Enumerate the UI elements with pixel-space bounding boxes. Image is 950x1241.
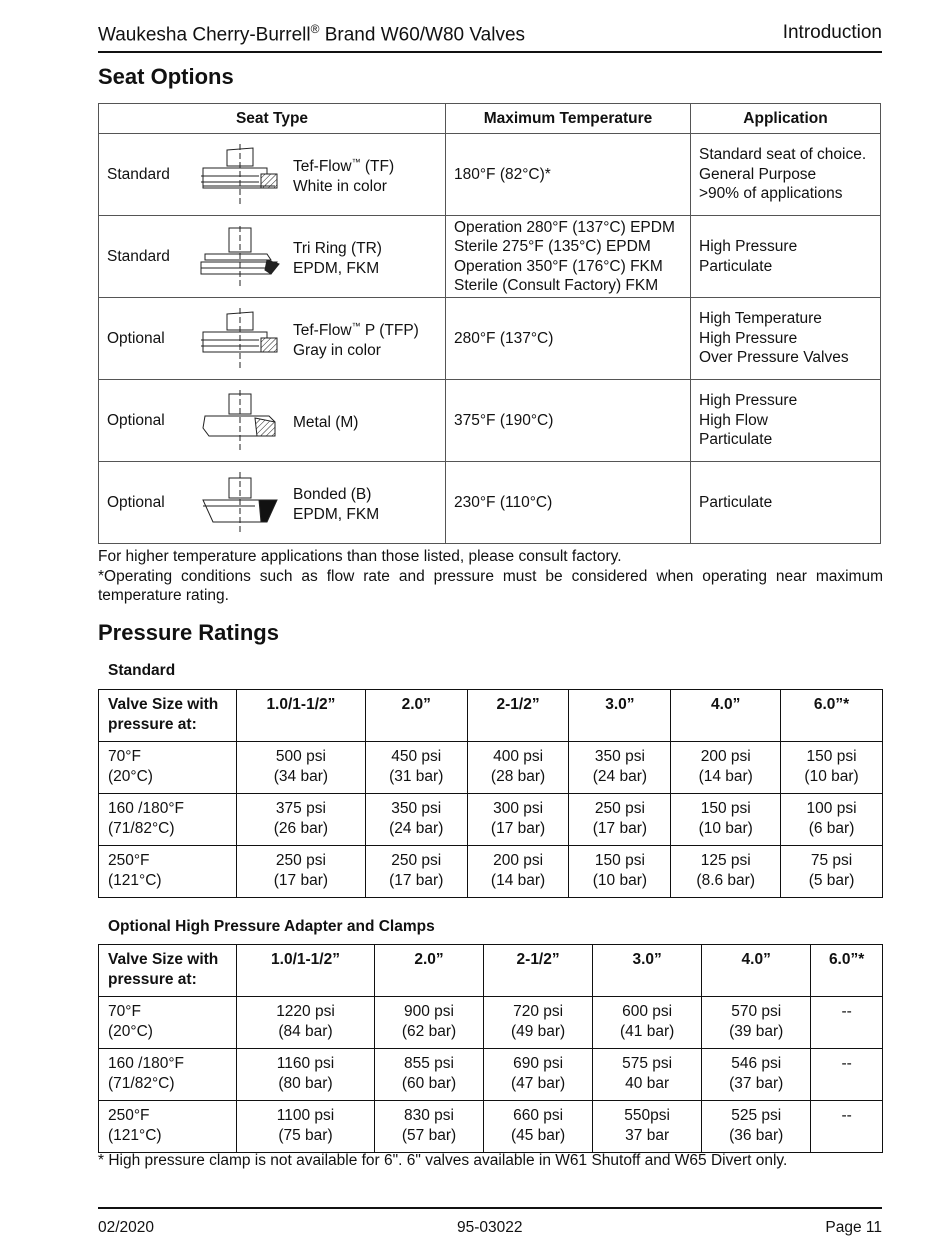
max-temp-cell xyxy=(446,134,691,216)
pressure-cell xyxy=(781,794,883,846)
pressure-value: 830 psi xyxy=(404,1107,454,1124)
pressure-cell xyxy=(702,1101,811,1153)
application-cell xyxy=(691,134,881,216)
pressure-value: (6 bar) xyxy=(808,819,855,837)
temperature-line: (71/82°C) xyxy=(108,1074,175,1092)
pressure-cell xyxy=(671,742,781,794)
pressure-cell xyxy=(569,846,671,898)
max-temp-cell xyxy=(446,298,691,380)
seat-name-line1: Tef-Flow™ P (TFP) xyxy=(293,320,419,340)
size-header: 1.0/1-1/2” xyxy=(237,945,375,997)
temperature-line: (71/82°C) xyxy=(108,819,175,837)
pressure-value: (60 bar) xyxy=(401,1074,457,1092)
high-pressure-label: Optional High Pressure Adapter and Clamps xyxy=(108,918,435,935)
pressure-value: (49 bar) xyxy=(510,1022,566,1040)
pressure-value: (24 bar) xyxy=(389,819,444,837)
page-footer xyxy=(98,1207,882,1237)
application-line: >90% of applications xyxy=(699,185,843,203)
seat-row xyxy=(99,380,881,462)
document-title: Waukesha Cherry-Burrell® Brand W60/W80 Valves xyxy=(98,22,526,46)
application-cell xyxy=(691,380,881,462)
pressure-value: 150 psi xyxy=(700,800,751,817)
pressure-value: (47 bar) xyxy=(510,1074,566,1092)
pressure-value: (36 bar) xyxy=(729,1126,784,1144)
seat-row xyxy=(99,216,881,298)
max-temp-cell xyxy=(446,380,691,462)
pressure-value: 250 psi xyxy=(594,800,645,817)
pressure-value: (45 bar) xyxy=(510,1126,566,1144)
temperature-line: 70°F xyxy=(108,748,141,765)
pressure-value: (5 bar) xyxy=(808,871,855,889)
temperature-cell xyxy=(99,742,237,794)
seat-notes xyxy=(98,547,883,606)
seat-name xyxy=(293,153,394,196)
temp-line: Operation 280°F (137°C) EPDM xyxy=(454,218,675,236)
seat-type-cell xyxy=(99,134,446,216)
pressure-cell xyxy=(593,1101,702,1153)
pressure-cell xyxy=(365,846,467,898)
pressure-cell xyxy=(811,1101,883,1153)
valve-size-header: Valve Size with pressure at: xyxy=(99,945,237,997)
seat-note-2: *Operating conditions such as flow rate and pressure must be considered when operating near maximum temperature rating. xyxy=(98,567,883,604)
seat-note-1: For higher temperature applications than those listed, please consult factory. xyxy=(98,548,622,565)
temperature-line: (20°C) xyxy=(108,767,153,785)
size-header: 2.0” xyxy=(365,690,467,742)
pressure-value: 250 psi xyxy=(275,852,326,869)
seat-row xyxy=(99,462,881,544)
pressure-header-row xyxy=(99,690,883,742)
pressure-value: (37 bar) xyxy=(729,1074,784,1092)
pressure-value: (17 bar) xyxy=(490,819,546,837)
pressure-value: (24 bar) xyxy=(592,767,648,785)
valve-size-header: Valve Size with pressure at: xyxy=(99,690,237,742)
seat-row xyxy=(99,134,881,216)
pressure-header-row xyxy=(99,945,883,997)
pressure-cell xyxy=(811,1049,883,1101)
pressure-cell xyxy=(365,742,467,794)
seat-options-table xyxy=(98,103,881,544)
seat-level: Optional xyxy=(107,493,165,511)
pressure-value: -- xyxy=(841,1107,852,1124)
temperature-line: 250°F xyxy=(108,1107,150,1124)
pressure-value: 855 psi xyxy=(404,1055,454,1072)
seat-row xyxy=(99,298,881,380)
temperature-line: 70°F xyxy=(108,1003,141,1020)
seat-name xyxy=(293,409,358,433)
temperature-line: 250°F xyxy=(108,852,150,869)
pressure-value: -- xyxy=(841,1003,852,1020)
seat-name xyxy=(293,481,379,524)
seat-level: Standard xyxy=(107,165,170,183)
pressure-cell xyxy=(569,742,671,794)
size-header: 2-1/2” xyxy=(484,945,593,997)
pressure-value: (41 bar) xyxy=(620,1022,675,1040)
pressure-value: 525 psi xyxy=(731,1107,782,1124)
pressure-value: 37 bar xyxy=(625,1126,670,1144)
pressure-value: (75 bar) xyxy=(278,1126,333,1144)
pressure-value: (17 bar) xyxy=(273,871,329,889)
size-header: 4.0” xyxy=(671,690,781,742)
temp-line: Operation 350°F (176°C) FKM xyxy=(454,257,663,275)
pressure-cell xyxy=(781,846,883,898)
temperature-line: 160 /180°F xyxy=(108,800,185,817)
seat-name-line1: Bonded (B) xyxy=(293,486,372,504)
application-line: High Temperature xyxy=(699,310,822,328)
pressure-value: 660 psi xyxy=(513,1107,564,1124)
pressure-value: (57 bar) xyxy=(401,1126,457,1144)
seat-level: Standard xyxy=(107,247,170,265)
pressure-value: (10 bar) xyxy=(698,819,753,837)
pressure-cell xyxy=(811,997,883,1049)
pressure-value: (80 bar) xyxy=(278,1074,333,1092)
pressure-cell xyxy=(467,794,569,846)
size-header: 3.0” xyxy=(569,690,671,742)
pressure-cell xyxy=(484,1049,593,1101)
pressure-row xyxy=(99,742,883,794)
application-cell xyxy=(691,298,881,380)
pressure-value: 900 psi xyxy=(404,1003,454,1020)
pressure-value: (26 bar) xyxy=(273,819,329,837)
pressure-value: (14 bar) xyxy=(490,871,546,889)
pressure-cell xyxy=(374,1101,483,1153)
pressure-cell xyxy=(593,1049,702,1101)
pressure-cell xyxy=(237,794,366,846)
footer-page-number: Page 11 xyxy=(825,1219,882,1236)
application-line: General Purpose xyxy=(699,165,817,183)
seat-name-line1: Tef-Flow™ (TF) xyxy=(293,156,395,176)
pressure-value: 350 psi xyxy=(391,800,442,817)
temperature-line: (20°C) xyxy=(108,1022,153,1040)
high-pressure-table xyxy=(98,944,883,1153)
seat-level: Optional xyxy=(107,329,165,347)
temp-line: 230°F (110°C) xyxy=(454,493,553,511)
pressure-value: 100 psi xyxy=(806,800,857,817)
size-header: 2.0” xyxy=(374,945,483,997)
pressure-value: 450 psi xyxy=(391,748,442,765)
pressure-value: 200 psi xyxy=(700,748,751,765)
pressure-cell xyxy=(237,1049,375,1101)
seat-name-line1: Metal (M) xyxy=(293,413,359,431)
seat-type-cell xyxy=(99,298,446,380)
application-line: High Pressure xyxy=(699,329,798,347)
pressure-cell xyxy=(702,997,811,1049)
seat-name-line2: EPDM, FKM xyxy=(293,259,380,277)
max-temp-cell xyxy=(446,216,691,298)
size-header: 6.0”* xyxy=(781,690,883,742)
pressure-value: 300 psi xyxy=(493,800,544,817)
pressure-value: (31 bar) xyxy=(389,767,444,785)
temperature-cell xyxy=(99,794,237,846)
application-line: Over Pressure Valves xyxy=(699,349,849,367)
temperature-line: 160 /180°F xyxy=(108,1055,185,1072)
pressure-ratings-heading: Pressure Ratings xyxy=(98,620,279,645)
pressure-value: 500 psi xyxy=(275,748,326,765)
pressure-cell xyxy=(671,794,781,846)
pressure-cell xyxy=(374,1049,483,1101)
pressure-cell xyxy=(237,997,375,1049)
pressure-cell xyxy=(702,1049,811,1101)
pressure-cell xyxy=(781,742,883,794)
tef-flow-seat-icon xyxy=(195,142,285,208)
pressure-row xyxy=(99,997,883,1049)
temperature-cell xyxy=(99,1101,237,1153)
pressure-value: 200 psi xyxy=(493,852,544,869)
pressure-footnote: * High pressure clamp is not available for 6". 6" valves available in W61 Shutoff and W65 Divert only. xyxy=(98,1152,788,1169)
pressure-value: 690 psi xyxy=(513,1055,564,1072)
pressure-row xyxy=(99,794,883,846)
pressure-value: 400 psi xyxy=(493,748,544,765)
pressure-value: 125 psi xyxy=(700,852,751,869)
size-header: 3.0” xyxy=(593,945,702,997)
pressure-cell xyxy=(237,742,366,794)
pressure-cell xyxy=(484,997,593,1049)
seat-type-cell xyxy=(99,380,446,462)
max-temp-cell xyxy=(446,462,691,544)
seat-level: Optional xyxy=(107,411,165,429)
size-header: 1.0/1-1/2” xyxy=(237,690,366,742)
pressure-row xyxy=(99,846,883,898)
tri-ring-seat-icon xyxy=(195,224,285,290)
section-name: Introduction xyxy=(782,22,882,43)
pressure-value: 720 psi xyxy=(513,1003,564,1020)
temperature-line: (121°C) xyxy=(108,1126,162,1144)
temp-line: 180°F (82°C)* xyxy=(454,165,551,183)
size-header: 6.0”* xyxy=(811,945,883,997)
temperature-cell xyxy=(99,846,237,898)
pressure-value: (39 bar) xyxy=(729,1022,784,1040)
application-line: Standard seat of choice. xyxy=(699,146,867,164)
seat-type-header: Seat Type xyxy=(99,104,446,134)
pressure-cell xyxy=(484,1101,593,1153)
temp-line: Sterile 275°F (135°C) EPDM xyxy=(454,238,651,255)
pressure-value: -- xyxy=(841,1055,852,1072)
standard-pressure-table xyxy=(98,689,883,898)
temperature-line: (121°C) xyxy=(108,871,162,889)
pressure-cell xyxy=(237,846,366,898)
application-cell xyxy=(691,216,881,298)
max-temp-header: Maximum Temperature xyxy=(446,104,691,134)
pressure-value: (14 bar) xyxy=(698,767,753,785)
pressure-value: 375 psi xyxy=(275,800,326,817)
pressure-cell xyxy=(593,997,702,1049)
pressure-row xyxy=(99,1049,883,1101)
seat-name-line1: Tri Ring (TR) xyxy=(293,240,382,258)
pressure-value: 350 psi xyxy=(594,748,645,765)
seat-name-line2: EPDM, FKM xyxy=(293,505,380,523)
size-header: 2-1/2” xyxy=(467,690,569,742)
footer-date: 02/2020 xyxy=(98,1219,155,1236)
pressure-cell xyxy=(671,846,781,898)
pressure-cell xyxy=(467,846,569,898)
seat-name xyxy=(293,235,382,278)
seat-name xyxy=(293,317,419,360)
size-header: 4.0” xyxy=(702,945,811,997)
seat-type-cell xyxy=(99,462,446,544)
application-line: High Flow xyxy=(699,411,768,429)
pressure-value: 546 psi xyxy=(731,1055,782,1072)
pressure-value: (34 bar) xyxy=(273,767,329,785)
application-cell xyxy=(691,462,881,544)
pressure-value: 550psi xyxy=(624,1107,670,1124)
application-line: High Pressure xyxy=(699,392,798,410)
pressure-value: (8.6 bar) xyxy=(696,871,755,889)
pressure-value: (10 bar) xyxy=(592,871,648,889)
seat-type-cell xyxy=(99,216,446,298)
temperature-cell xyxy=(99,1049,237,1101)
pressure-value: 40 bar xyxy=(625,1074,670,1092)
metal-seat-icon xyxy=(195,388,285,454)
pressure-value: 150 psi xyxy=(594,852,645,869)
bonded-seat-icon xyxy=(195,470,285,536)
standard-label: Standard xyxy=(108,662,176,679)
pressure-value: 1160 psi xyxy=(276,1055,335,1072)
temp-line: 375°F (190°C) xyxy=(454,411,554,429)
pressure-cell xyxy=(365,794,467,846)
pressure-value: 250 psi xyxy=(391,852,442,869)
footer-doc-number: 95-03022 xyxy=(456,1219,523,1236)
seat-name-line2: Gray in color xyxy=(293,341,381,359)
pressure-value: (17 bar) xyxy=(592,819,648,837)
application-line: High Pressure xyxy=(699,238,798,255)
pressure-cell xyxy=(569,794,671,846)
pressure-value: 75 psi xyxy=(810,852,853,869)
pressure-value: (28 bar) xyxy=(490,767,546,785)
pressure-cell xyxy=(374,997,483,1049)
temperature-cell xyxy=(99,997,237,1049)
pressure-value: (17 bar) xyxy=(389,871,444,889)
temp-line: Sterile (Consult Factory) FKM xyxy=(454,277,659,294)
pressure-value: 600 psi xyxy=(622,1003,673,1020)
application-line: Particulate xyxy=(699,493,773,511)
pressure-value: 1220 psi xyxy=(276,1003,335,1020)
seat-name-line2: White in color xyxy=(293,177,387,195)
application-header: Application xyxy=(691,104,881,134)
pressure-value: (10 bar) xyxy=(804,767,859,785)
pressure-cell xyxy=(237,1101,375,1153)
pressure-value: (62 bar) xyxy=(401,1022,457,1040)
pressure-value: 150 psi xyxy=(806,748,857,765)
pressure-value: 570 psi xyxy=(731,1003,782,1020)
page-header xyxy=(98,22,882,53)
pressure-value: (84 bar) xyxy=(278,1022,333,1040)
pressure-row xyxy=(99,1101,883,1153)
temp-line: 280°F (137°C) xyxy=(454,329,554,347)
application-line: Particulate xyxy=(699,431,773,449)
seat-options-heading: Seat Options xyxy=(98,64,234,89)
pressure-value: 575 psi xyxy=(622,1055,673,1072)
application-line: Particulate xyxy=(699,257,773,275)
tef-flow-p-seat-icon xyxy=(195,306,285,372)
pressure-value: 1100 psi xyxy=(276,1107,335,1124)
pressure-cell xyxy=(467,742,569,794)
